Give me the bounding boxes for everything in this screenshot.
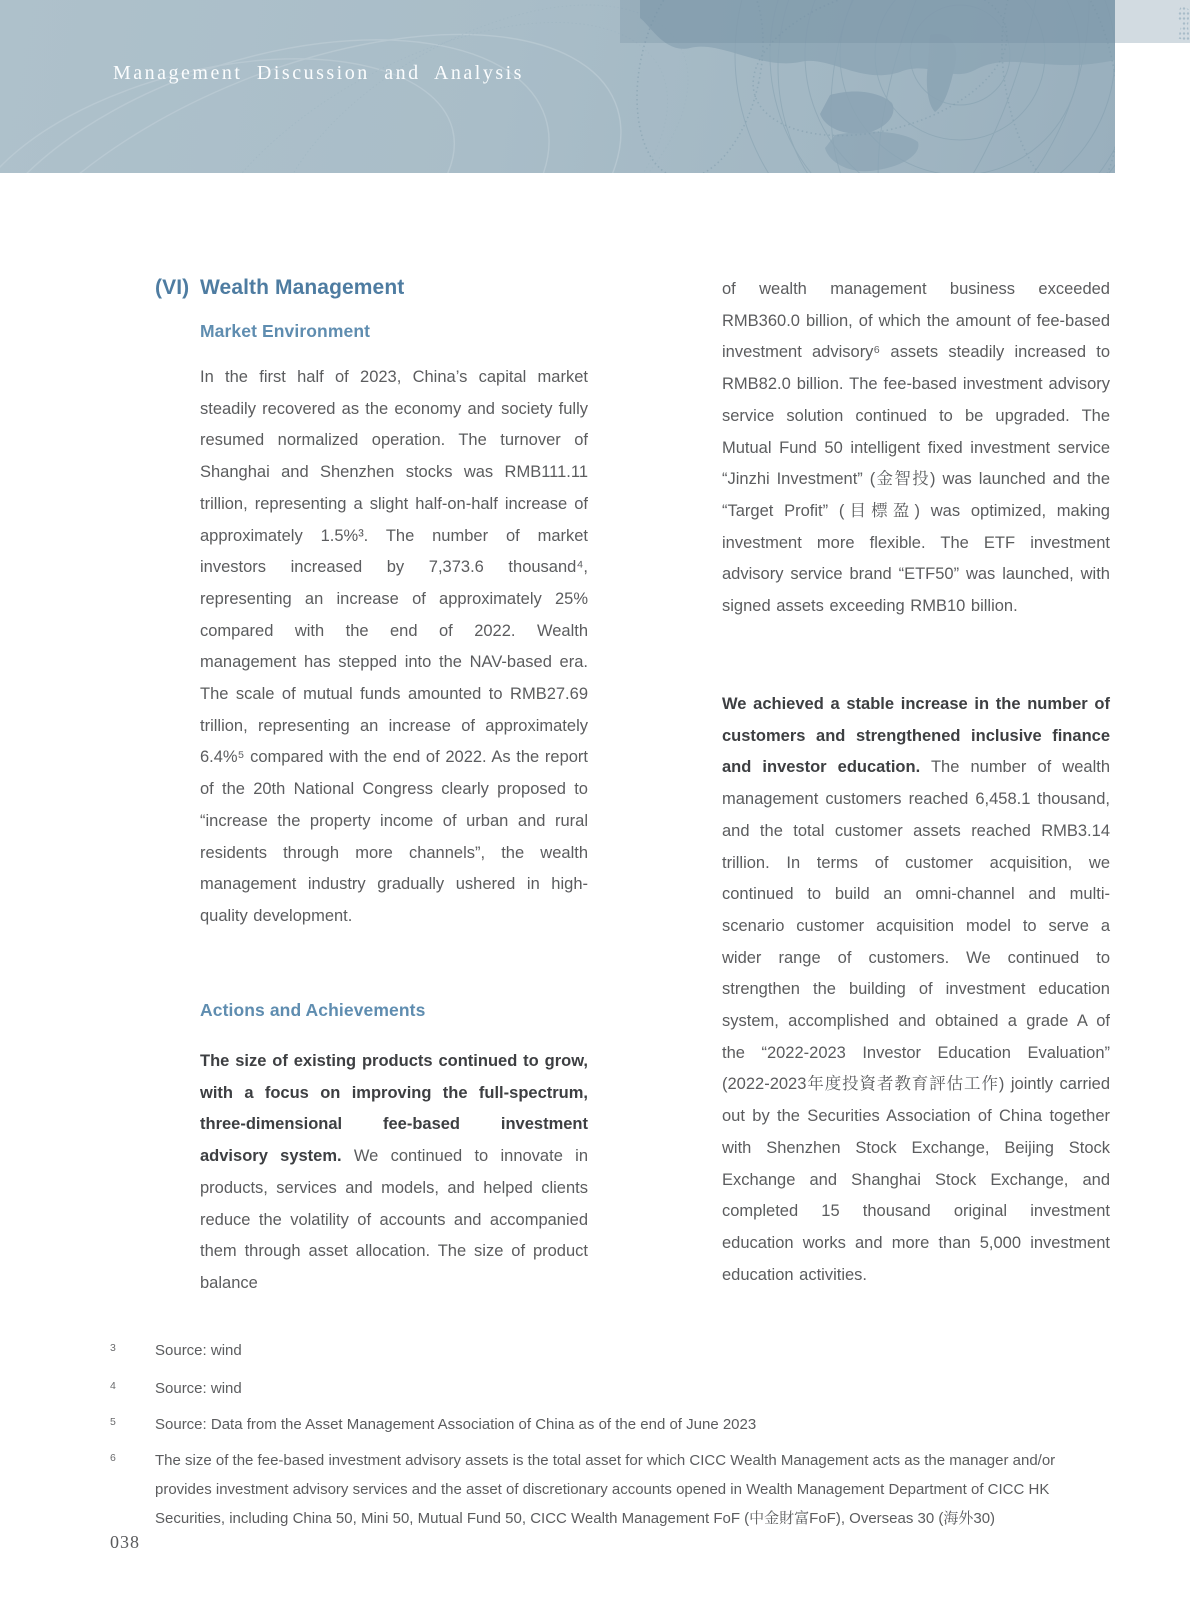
paragraph-actions-body: We continued to innovate in products, services and models, and helped clients reduce the volatility of accounts and accompanied them through asset allocation. The size of product balance: [200, 1147, 588, 1292]
paragraph-customer-bold-lead: We achieved a stable increase in the number of customers and strengthened inclusive finance and investor education.: [722, 695, 1110, 777]
paragraph-customer-increase: [722, 689, 1110, 1291]
footnote-3-marker: 3: [110, 1342, 116, 1354]
paragraph-actions-bold-lead: The size of existing products continued to grow, with a focus on improving the full-spectrum, three-dimensional fee-based investment advisory system.: [200, 1052, 588, 1166]
subheading-market-environment: Market Environment: [200, 321, 371, 341]
header-banner: [0, 0, 1115, 173]
footnote-5: [110, 1410, 1122, 1439]
footnote-3-text: Source: wind: [155, 1342, 242, 1359]
footnote-5-marker: 5: [110, 1416, 116, 1428]
paragraph-product-balance-continuation: of wealth management business exceeded RMB360.0 billion, of which the amount of fee-based investment advisory⁶ assets steadily increased to RMB82.0 billion. The fee-based investment advisory service solution continued to be upgraded. The Mutual Fund 50 intelligent fixed investment service “Jinzhi Investment” (金智投) was launched and the “Target Profit” (目標盈) was optimized, making investment more flexible. The ETF investment advisory service brand “ETF50” was launched, with signed assets exceeding RMB10 billion.: [722, 280, 1110, 616]
section-number: (VI): [155, 276, 190, 299]
paragraph-actions-achievements: [200, 1046, 588, 1300]
page-number: 038: [110, 1532, 140, 1552]
subheading-actions-achievements: Actions and Achievements: [200, 1000, 426, 1020]
footnote-4-text: Source: wind: [155, 1380, 242, 1397]
footnote-6: [110, 1446, 1122, 1533]
footnote-6-text: The size of the fee-based investment advisory assets is the total asset for which CICC Wealth Management acts as the manager and/or provides investment advisory services and the asset of discretionary accounts opened in Wealth Management Department of CICC HK Securities, including China 50, Mini 50, Mutual Fund 50, CICC Wealth Management FoF (中金財富FoF), Overseas 30 (海外30): [155, 1452, 1056, 1527]
footnote-4-marker: 4: [110, 1380, 116, 1392]
footnote-5-text: Source: Data from the Asset Management Association of China as of the end of June 2023: [155, 1416, 757, 1433]
footnote-4: [110, 1374, 1122, 1403]
footnote-6-marker: 6: [110, 1452, 116, 1464]
section-heading: [155, 276, 404, 300]
footnote-3: [110, 1336, 1122, 1365]
page-header-title: Management Discussion and Analysis: [113, 62, 524, 84]
paragraph-market-environment: In the first half of 2023, China’s capital market steadily recovered as the economy and society fully resumed normalized operation. The turnover of Shanghai and Shenzhen stocks was RMB111.11 trillion, representing a slight half-on-half increase of approximately 1.5%³. The number of market investors increased by 7,373.6 thousand⁴, representing an increase of approximately 25% compared with the end of 2022. Wealth management has stepped into the NAV-based era. The scale of mutual funds amounted to RMB27.69 trillion, representing an increase of approximately 6.4%⁵ compared with the end of 2022. As the report of the 20th National Congress clearly proposed to “increase the property income of urban and rural residents through more channels”, the wealth management industry gradually ushered in high-quality development.: [200, 368, 588, 925]
banner-dark-band: [620, 0, 1115, 43]
paragraph-customer-body: The number of wealth management customers reached 6,458.1 thousand, and the total customer assets reached RMB3.14 trillion. In terms of customer acquisition, we continued to build an omni-channel and multi-scenario customer acquisition model to serve a wider range of customers. We continued to strengthen the building of investment education system, accomplished and obtained a grade A of the “2022-2023 Investor Education Evaluation” (2022-2023年度投資者教育評估工作) jointly carried out by the Securities Association of China together with Shenzhen Stock Exchange, Beijing Stock Exchange and Shanghai Stock Exchange, and completed 15 thousand original investment education works and more than 5,000 investment education activities.: [722, 758, 1111, 1284]
section-title: Wealth Management: [200, 276, 405, 299]
